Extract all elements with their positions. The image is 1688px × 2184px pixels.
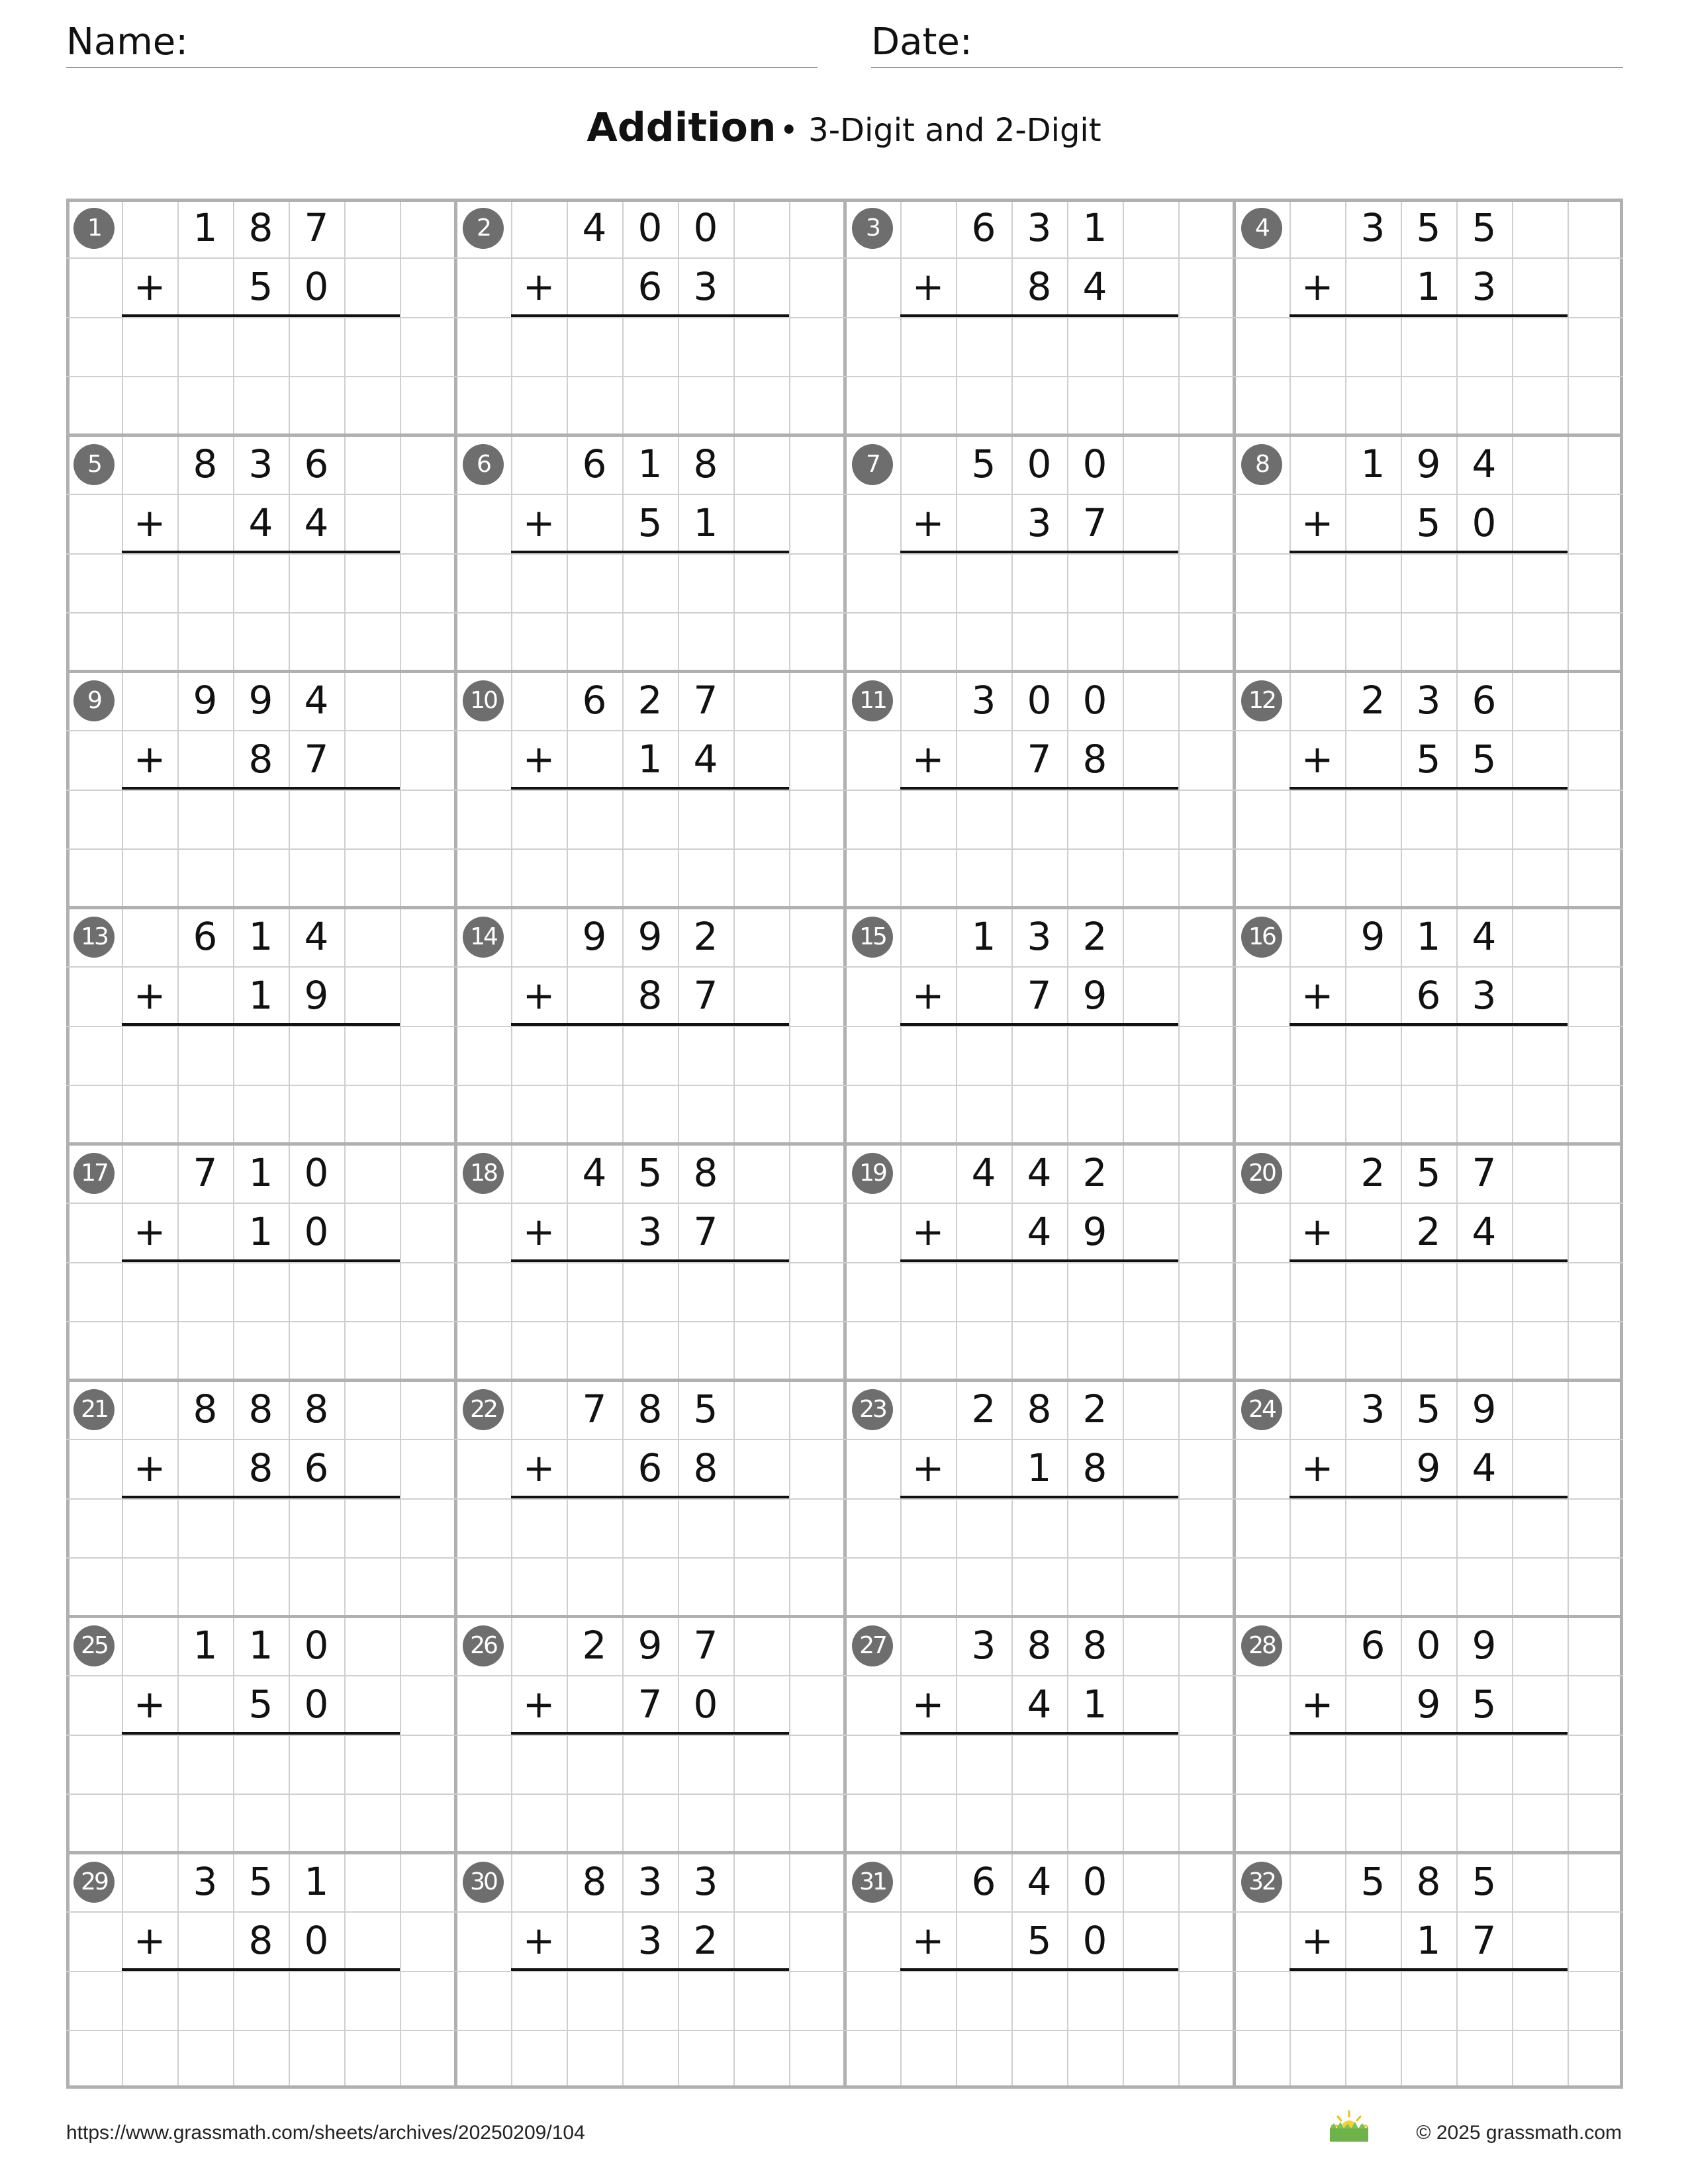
bottom-digit: 8 — [637, 973, 663, 1018]
bottom-digit: 5 — [637, 500, 663, 545]
top-digit: 9 — [193, 678, 218, 723]
top-digit: 5 — [1472, 1859, 1497, 1904]
bottom-digit: 5 — [1416, 500, 1441, 545]
top-digit: 8 — [637, 1387, 663, 1432]
top-digit: 1 — [971, 914, 996, 959]
top-digit: 1 — [248, 914, 273, 959]
bottom-digit: 4 — [1027, 1682, 1052, 1727]
plus-sign: + — [522, 264, 555, 309]
answer-rule — [900, 787, 1178, 790]
problem-number-badge: 9 — [73, 680, 115, 721]
problem-9 — [66, 671, 455, 907]
problem-16 — [1234, 907, 1623, 1144]
answer-rule — [900, 1968, 1178, 1971]
top-digit: 1 — [304, 1859, 329, 1904]
answer-rule — [900, 1259, 1178, 1262]
bottom-digit: 2 — [693, 1918, 718, 1963]
bottom-digit: 1 — [1416, 1918, 1441, 1963]
top-digit: 0 — [1027, 441, 1052, 486]
bottom-digit: 7 — [637, 1682, 663, 1727]
bottom-digit: 1 — [1416, 264, 1441, 309]
date-line[interactable] — [871, 67, 1623, 68]
top-digit: 0 — [1027, 678, 1052, 723]
bottom-digit: 1 — [637, 737, 663, 782]
problem-number-badge: 17 — [73, 1153, 115, 1194]
top-digit: 3 — [1416, 678, 1441, 723]
top-digit: 2 — [1082, 914, 1107, 959]
problem-23 — [845, 1380, 1234, 1616]
problem-number-badge: 5 — [73, 444, 115, 485]
bottom-digit: 4 — [693, 737, 718, 782]
top-digit: 3 — [1360, 1387, 1385, 1432]
problem-number-badge: 6 — [463, 444, 504, 485]
answer-rule — [122, 787, 400, 790]
bottom-digit: 4 — [248, 500, 273, 545]
top-digit: 5 — [971, 441, 996, 486]
problem-number-badge: 25 — [73, 1625, 115, 1666]
answer-rule — [1289, 1732, 1568, 1735]
top-digit: 5 — [1472, 205, 1497, 250]
bottom-digit: 3 — [637, 1209, 663, 1254]
problem-number-badge: 4 — [1241, 208, 1282, 249]
problem-1 — [66, 199, 455, 435]
top-digit: 7 — [193, 1150, 218, 1195]
answer-rule — [122, 1732, 400, 1735]
problem-19 — [845, 1144, 1234, 1380]
top-digit: 3 — [1027, 914, 1052, 959]
bottom-digit: 7 — [693, 1209, 718, 1254]
answer-rule — [900, 314, 1178, 317]
bottom-digit: 5 — [1416, 737, 1441, 782]
problem-17 — [66, 1144, 455, 1380]
plus-sign: + — [133, 973, 166, 1018]
bottom-digit: 7 — [304, 737, 329, 782]
bottom-digit: 3 — [693, 264, 718, 309]
top-digit: 9 — [1472, 1387, 1497, 1432]
plus-sign: + — [1301, 1918, 1334, 1963]
top-digit: 7 — [304, 205, 329, 250]
top-digit: 9 — [1360, 914, 1385, 959]
top-digit: 1 — [193, 205, 218, 250]
problem-28 — [1234, 1616, 1623, 1852]
answer-rule — [1289, 1496, 1568, 1498]
bottom-digit: 7 — [1027, 737, 1052, 782]
grass-sun-logo-icon — [1326, 2109, 1372, 2143]
problem-2 — [455, 199, 845, 435]
problem-number-badge: 1 — [73, 208, 115, 249]
bottom-digit: 0 — [693, 1682, 718, 1727]
bottom-digit: 6 — [1416, 973, 1441, 1018]
plus-sign: + — [1301, 973, 1334, 1018]
plus-sign: + — [912, 500, 945, 545]
plus-sign: + — [522, 500, 555, 545]
top-digit: 4 — [1027, 1859, 1052, 1904]
bottom-digit: 4 — [1027, 1209, 1052, 1254]
answer-rule — [122, 1968, 400, 1971]
bottom-digit: 8 — [693, 1445, 718, 1490]
answer-rule — [122, 551, 400, 553]
plus-sign: + — [133, 500, 166, 545]
problem-3 — [845, 199, 1234, 435]
top-digit: 8 — [193, 1387, 218, 1432]
name-line[interactable] — [66, 67, 818, 68]
top-digit: 6 — [971, 205, 996, 250]
problem-number-badge: 26 — [463, 1625, 504, 1666]
plus-sign: + — [133, 1209, 166, 1254]
problem-number-badge: 14 — [463, 917, 504, 958]
top-digit: 4 — [304, 914, 329, 959]
top-digit: 3 — [248, 441, 273, 486]
bottom-digit: 6 — [637, 1445, 663, 1490]
top-digit: 8 — [193, 441, 218, 486]
top-digit: 6 — [193, 914, 218, 959]
plus-sign: + — [522, 1682, 555, 1727]
top-digit: 9 — [582, 914, 607, 959]
top-digit: 1 — [637, 441, 663, 486]
bottom-digit: 9 — [304, 973, 329, 1018]
bottom-digit: 1 — [248, 973, 273, 1018]
plus-sign: + — [522, 737, 555, 782]
top-digit: 6 — [582, 678, 607, 723]
bottom-digit: 5 — [248, 1682, 273, 1727]
problem-18 — [455, 1144, 845, 1380]
problem-22 — [455, 1380, 845, 1616]
problem-number-badge: 12 — [1241, 680, 1282, 721]
problem-number-badge: 15 — [852, 917, 893, 958]
problem-30 — [455, 1852, 845, 2089]
bottom-digit: 7 — [1472, 1918, 1497, 1963]
top-digit: 8 — [248, 205, 273, 250]
bottom-digit: 0 — [304, 1918, 329, 1963]
answer-rule — [1289, 1968, 1568, 1971]
top-digit: 6 — [1472, 678, 1497, 723]
top-digit: 7 — [1472, 1150, 1497, 1195]
top-digit: 5 — [693, 1387, 718, 1432]
problem-number-badge: 13 — [73, 917, 115, 958]
plus-sign: + — [522, 1209, 555, 1254]
problem-number-badge: 18 — [463, 1153, 504, 1194]
top-digit: 7 — [582, 1387, 607, 1432]
problem-20 — [1234, 1144, 1623, 1380]
problem-number-badge: 27 — [852, 1625, 893, 1666]
problem-11 — [845, 671, 1234, 907]
top-digit: 4 — [1472, 914, 1497, 959]
top-digit: 3 — [971, 678, 996, 723]
answer-rule — [1289, 787, 1568, 790]
plus-sign: + — [912, 973, 945, 1018]
problem-12 — [1234, 671, 1623, 907]
worksheet-grid — [66, 199, 1623, 2089]
problem-14 — [455, 907, 845, 1144]
top-digit: 8 — [1027, 1623, 1052, 1668]
problem-25 — [66, 1616, 455, 1852]
bottom-digit: 1 — [1027, 1445, 1052, 1490]
top-digit: 1 — [248, 1623, 273, 1668]
top-digit: 0 — [1416, 1623, 1441, 1668]
problem-number-badge: 22 — [463, 1389, 504, 1430]
top-digit: 5 — [1416, 1150, 1441, 1195]
top-digit: 2 — [693, 914, 718, 959]
top-digit: 5 — [637, 1150, 663, 1195]
answer-rule — [511, 551, 789, 553]
bottom-digit: 4 — [1472, 1209, 1497, 1254]
problem-number-badge: 10 — [463, 680, 504, 721]
top-digit: 8 — [1416, 1859, 1441, 1904]
answer-rule — [511, 1496, 789, 1498]
problem-8 — [1234, 435, 1623, 671]
top-digit: 5 — [1416, 1387, 1441, 1432]
answer-rule — [511, 1968, 789, 1971]
plus-sign: + — [912, 264, 945, 309]
answer-rule — [511, 1023, 789, 1026]
plus-sign: + — [912, 1445, 945, 1490]
top-digit: 0 — [693, 205, 718, 250]
top-digit: 9 — [637, 1623, 663, 1668]
problem-number-badge: 32 — [1241, 1862, 1282, 1903]
bottom-digit: 7 — [693, 973, 718, 1018]
answer-rule — [511, 314, 789, 317]
plus-sign: + — [522, 1445, 555, 1490]
bottom-digit: 6 — [637, 264, 663, 309]
bottom-digit: 1 — [248, 1209, 273, 1254]
top-digit: 3 — [693, 1859, 718, 1904]
top-digit: 3 — [971, 1623, 996, 1668]
top-digit: 1 — [248, 1150, 273, 1195]
top-digit: 7 — [693, 1623, 718, 1668]
worksheet-title — [0, 105, 1688, 151]
problem-21 — [66, 1380, 455, 1616]
problem-number-badge: 7 — [852, 444, 893, 485]
problem-10 — [455, 671, 845, 907]
bottom-digit: 9 — [1082, 1209, 1107, 1254]
bottom-digit: 5 — [248, 264, 273, 309]
problem-number-badge: 29 — [73, 1862, 115, 1903]
top-digit: 3 — [1360, 205, 1385, 250]
problem-4 — [1234, 199, 1623, 435]
top-digit: 8 — [1082, 1623, 1107, 1668]
bottom-digit: 8 — [1082, 737, 1107, 782]
problem-31 — [845, 1852, 1234, 2089]
bottom-digit: 8 — [248, 1918, 273, 1963]
bottom-digit: 3 — [637, 1918, 663, 1963]
footer-copyright: © 2025 grassmath.com — [1416, 2122, 1622, 2144]
top-digit: 2 — [582, 1623, 607, 1668]
problem-24 — [1234, 1380, 1623, 1616]
problem-13 — [66, 907, 455, 1144]
bottom-digit: 7 — [1027, 973, 1052, 1018]
problem-number-badge: 8 — [1241, 444, 1282, 485]
plus-sign: + — [912, 737, 945, 782]
top-digit: 9 — [637, 914, 663, 959]
answer-rule — [511, 1732, 789, 1735]
top-digit: 0 — [1082, 678, 1107, 723]
top-digit: 2 — [637, 678, 663, 723]
top-digit: 3 — [1027, 205, 1052, 250]
bottom-digit: 3 — [1472, 264, 1497, 309]
problem-number-badge: 23 — [852, 1389, 893, 1430]
top-digit: 0 — [1082, 1859, 1107, 1904]
plus-sign: + — [1301, 1682, 1334, 1727]
top-digit: 2 — [1082, 1150, 1107, 1195]
top-digit: 2 — [971, 1387, 996, 1432]
top-digit: 4 — [582, 205, 607, 250]
problem-number-badge: 11 — [852, 680, 893, 721]
top-digit: 4 — [971, 1150, 996, 1195]
top-digit: 8 — [693, 1150, 718, 1195]
bottom-digit: 5 — [1472, 737, 1497, 782]
bottom-digit: 3 — [1472, 973, 1497, 1018]
bottom-digit: 4 — [1082, 264, 1107, 309]
problem-number-badge: 21 — [73, 1389, 115, 1430]
top-digit: 6 — [582, 441, 607, 486]
plus-sign: + — [1301, 1209, 1334, 1254]
answer-rule — [900, 551, 1178, 553]
top-digit: 7 — [693, 678, 718, 723]
plus-sign: + — [522, 1918, 555, 1963]
plus-sign: + — [133, 264, 166, 309]
problem-32 — [1234, 1852, 1623, 2089]
plus-sign: + — [133, 1682, 166, 1727]
footer-url: https://www.grassmath.com/sheets/archives/20250209/104 — [66, 2122, 585, 2144]
bottom-digit: 8 — [1027, 264, 1052, 309]
top-digit: 8 — [1027, 1387, 1052, 1432]
title-main: Addition — [586, 105, 776, 151]
top-digit: 8 — [248, 1387, 273, 1432]
answer-rule — [122, 1023, 400, 1026]
answer-rule — [1289, 314, 1568, 317]
problem-5 — [66, 435, 455, 671]
bottom-digit: 0 — [304, 1682, 329, 1727]
top-digit: 0 — [1082, 441, 1107, 486]
answer-rule — [1289, 551, 1568, 553]
top-digit: 4 — [582, 1150, 607, 1195]
top-digit: 5 — [1416, 205, 1441, 250]
bottom-digit: 1 — [1082, 1682, 1107, 1727]
top-digit: 1 — [1082, 205, 1107, 250]
plus-sign: + — [133, 1445, 166, 1490]
top-digit: 0 — [304, 1623, 329, 1668]
top-digit: 0 — [637, 205, 663, 250]
answer-rule — [900, 1023, 1178, 1026]
problem-number-badge: 24 — [1241, 1389, 1282, 1430]
top-digit: 2 — [1082, 1387, 1107, 1432]
top-digit: 6 — [304, 441, 329, 486]
top-digit: 8 — [693, 441, 718, 486]
top-digit: 1 — [1416, 914, 1441, 959]
top-digit: 2 — [1360, 1150, 1385, 1195]
answer-rule — [511, 787, 789, 790]
answer-rule — [122, 1259, 400, 1262]
plus-sign: + — [133, 737, 166, 782]
date-label: Date: — [871, 21, 972, 64]
top-digit: 9 — [1472, 1623, 1497, 1668]
top-digit: 9 — [248, 678, 273, 723]
bottom-digit: 0 — [304, 264, 329, 309]
bottom-digit: 9 — [1416, 1445, 1441, 1490]
bottom-digit: 9 — [1082, 973, 1107, 1018]
plus-sign: + — [912, 1918, 945, 1963]
top-digit: 4 — [1472, 441, 1497, 486]
problem-15 — [845, 907, 1234, 1144]
answer-rule — [122, 314, 400, 317]
plus-sign: + — [1301, 264, 1334, 309]
top-digit: 4 — [304, 678, 329, 723]
top-digit: 1 — [193, 1623, 218, 1668]
answer-rule — [900, 1496, 1178, 1498]
top-digit: 6 — [971, 1859, 996, 1904]
plus-sign: + — [1301, 1445, 1334, 1490]
bottom-digit: 2 — [1416, 1209, 1441, 1254]
top-digit: 0 — [304, 1150, 329, 1195]
answer-rule — [511, 1259, 789, 1262]
plus-sign: + — [133, 1918, 166, 1963]
problem-number-badge: 28 — [1241, 1625, 1282, 1666]
top-digit: 8 — [582, 1859, 607, 1904]
plus-sign: + — [912, 1209, 945, 1254]
problem-7 — [845, 435, 1234, 671]
problem-number-badge: 2 — [463, 208, 504, 249]
bottom-digit: 6 — [304, 1445, 329, 1490]
plus-sign: + — [522, 973, 555, 1018]
bottom-digit: 8 — [248, 737, 273, 782]
bottom-digit: 5 — [1027, 1918, 1052, 1963]
name-label: Name: — [66, 21, 189, 64]
answer-rule — [1289, 1259, 1568, 1262]
bottom-digit: 8 — [248, 1445, 273, 1490]
problem-number-badge: 3 — [852, 208, 893, 249]
problem-number-badge: 16 — [1241, 917, 1282, 958]
bottom-digit: 7 — [1082, 500, 1107, 545]
top-digit: 5 — [1360, 1859, 1385, 1904]
plus-sign: + — [1301, 737, 1334, 782]
problem-number-badge: 31 — [852, 1862, 893, 1903]
top-digit: 6 — [1360, 1623, 1385, 1668]
problem-29 — [66, 1852, 455, 2089]
top-digit: 2 — [1360, 678, 1385, 723]
top-digit: 3 — [637, 1859, 663, 1904]
bottom-digit: 1 — [693, 500, 718, 545]
bottom-digit: 9 — [1416, 1682, 1441, 1727]
problem-26 — [455, 1616, 845, 1852]
problem-6 — [455, 435, 845, 671]
bottom-digit: 0 — [1472, 500, 1497, 545]
plus-sign: + — [912, 1682, 945, 1727]
bottom-digit: 4 — [1472, 1445, 1497, 1490]
plus-sign: + — [1301, 500, 1334, 545]
bottom-digit: 0 — [1082, 1918, 1107, 1963]
bottom-digit: 3 — [1027, 500, 1052, 545]
title-subtitle: • 3-Digit and 2-Digit — [779, 112, 1102, 149]
top-digit: 5 — [248, 1859, 273, 1904]
top-digit: 9 — [1416, 441, 1441, 486]
top-digit: 1 — [1360, 441, 1385, 486]
bottom-digit: 0 — [304, 1209, 329, 1254]
answer-rule — [900, 1732, 1178, 1735]
bottom-digit: 4 — [304, 500, 329, 545]
top-digit: 4 — [1027, 1150, 1052, 1195]
answer-rule — [1289, 1023, 1568, 1026]
bottom-digit: 8 — [1082, 1445, 1107, 1490]
problem-number-badge: 30 — [463, 1862, 504, 1903]
answer-rule — [122, 1496, 400, 1498]
top-digit: 8 — [304, 1387, 329, 1432]
top-digit: 3 — [193, 1859, 218, 1904]
problem-number-badge: 20 — [1241, 1153, 1282, 1194]
problem-number-badge: 19 — [852, 1153, 893, 1194]
bottom-digit: 5 — [1472, 1682, 1497, 1727]
problem-27 — [845, 1616, 1234, 1852]
